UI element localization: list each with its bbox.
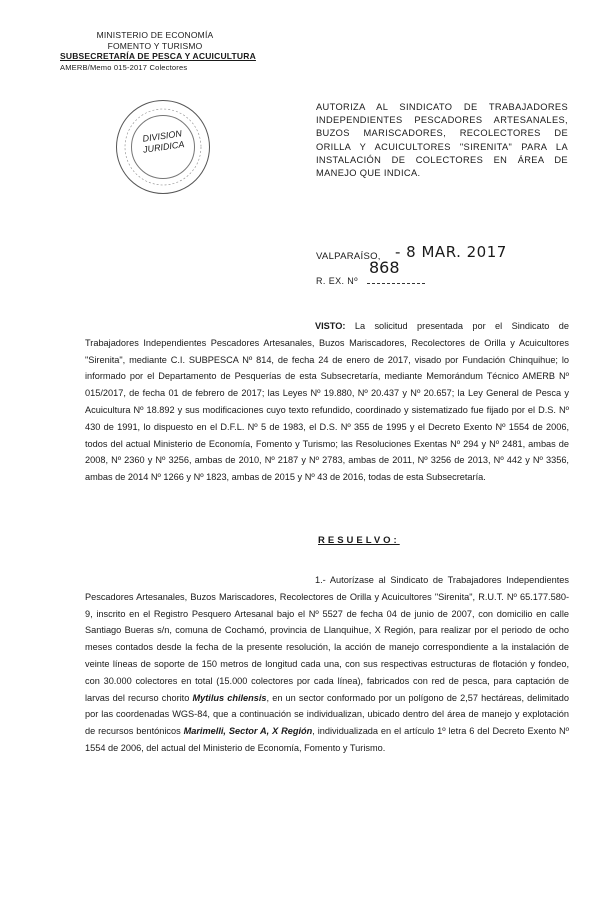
memo-reference: AMERB/Memo 015-2017 Colectores: [60, 62, 188, 72]
resuelvo-heading: RESUELVO:: [318, 535, 400, 546]
ministry-subtitle: FOMENTO Y TURISMO: [107, 40, 203, 51]
stamp-text-line1: DIVISION: [141, 128, 183, 144]
letterhead: [60, 30, 256, 73]
date-stamp: - 8 MAR. 2017: [395, 243, 507, 261]
management-area-name: Marimelli, Sector A, X Región: [183, 726, 313, 737]
subsecretariat-name: SUBSECRETARÍA DE PESCA Y ACUICULTURA: [60, 51, 256, 61]
resolution-subject: AUTORIZA AL SINDICATO DE TRABAJADORES INDEPENDIENTES PESCADORES ARTESANALES, BUZOS MARISCADORES, RECOLECTORES DE ORILLA Y ACUICULTORES "SIRENITA" PARA LA INSTALACIÓN DE COLECTORES EN ÁREA DE MANEJO QUE INDICA.: [316, 102, 568, 179]
resolution-number-underline: [367, 283, 425, 284]
visto-label: VISTO:: [315, 321, 346, 331]
point1-text-a: 1.- Autorízase al Sindicato de Trabajadores Independientes Pescadores Artesanales, Buzos Mariscadores, Recolectores de Orilla y Acuicultores "Sirenita", R.U.T. Nº 65.177.580-9, inscrito en el Registro Pesquero Artesanal bajo el Nº 5527 de fecha 04 de junio de 2007, con domicilio en calle Santiago Bueras s/n, comuna de Cochamó, provincia de Llanquihue, X Región, para realizar por el periodo de ocho meses contados desde la fecha de la presente resolución, la acción de manejo correspondiente a la instalación de veinte líneas de soporte de 150 metros de longitud cada una, con sus respectivas estructuras de flotación y fondeo, con 30.000 colectores en total (15.000 colectores por cada línea), fabricados con red de pesca, para captación de larvas del recurso chorito: [85, 575, 569, 703]
species-name: Mytilus chilensis: [192, 692, 267, 703]
point1-text-b: , en un sector conformado por un polígono de 2,57 hectáreas, delimitado por las coordenadas WGS-84, que a continuación se individualizan, ubicado dentro del área de manejo y explotación de recursos bentónicos: [85, 692, 569, 737]
visto-text: La solicitud presentada por el Sindicato de Trabajadores Independientes Pescadores Artesanales, Buzos Mariscadores, Recolectores de Orilla y Acuicultores "Sirenita", mediante C.I. SUBPESCA Nº 814, de fecha 24 de enero de 2017, visado por Fundación Chinquihue; lo informado por el Departamento de Pesquerías de esta Subsecretaría, mediante Memorándum Técnico AMERB Nº 015/2017, de fecha 01 de febrero de 2017; las Leyes Nº 19.880, Nº 20.437 y Nº 20.657; la Ley General de Pesca y Acuicultura Nº 18.892 y sus modificaciones cuyo texto refundido, coordinado y sistematizado fue fijado por el D.S. Nº 430 de 1991, lo dispuesto en el D.F.L. Nº 5 de 1983, el D.S. Nº 355 de 1995 y el Decreto Exento Nº 1554 de 2006, todos del actual Ministerio de Economía, Fomento y Turismo; las Resoluciones Exentas Nº 294 y Nº 2481, ambas de 2008, Nº 2360 y Nº 3256, ambas de 2010, Nº 2187 y Nº 2783, ambas de 2011, Nº 3256 de 2013, Nº 442 y Nº 3356, ambas de 2014 Nº 1266 y Nº 1823, ambas de 2015 y Nº 43 de 2016, todas de esta Subsecretaría.: [85, 321, 569, 483]
place: VALPARAÍSO,: [316, 251, 381, 262]
resolution-label: R. EX. Nº: [316, 276, 358, 286]
visto-paragraph: [85, 318, 569, 486]
point1-text-c: , individualizada en el artículo 1º letra 6 del Decreto Exento Nº 1554 de 2006, del actual del Ministerio de Economía, Fomento y Turismo.: [85, 726, 570, 753]
ministry-name: MINISTERIO DE ECONOMÍA: [96, 30, 214, 40]
resolution-number: 868: [369, 258, 400, 277]
resolution-point-1: [85, 572, 569, 757]
division-juridica-stamp: [116, 100, 210, 194]
stamp-text-line2: JURIDICA: [142, 139, 185, 155]
